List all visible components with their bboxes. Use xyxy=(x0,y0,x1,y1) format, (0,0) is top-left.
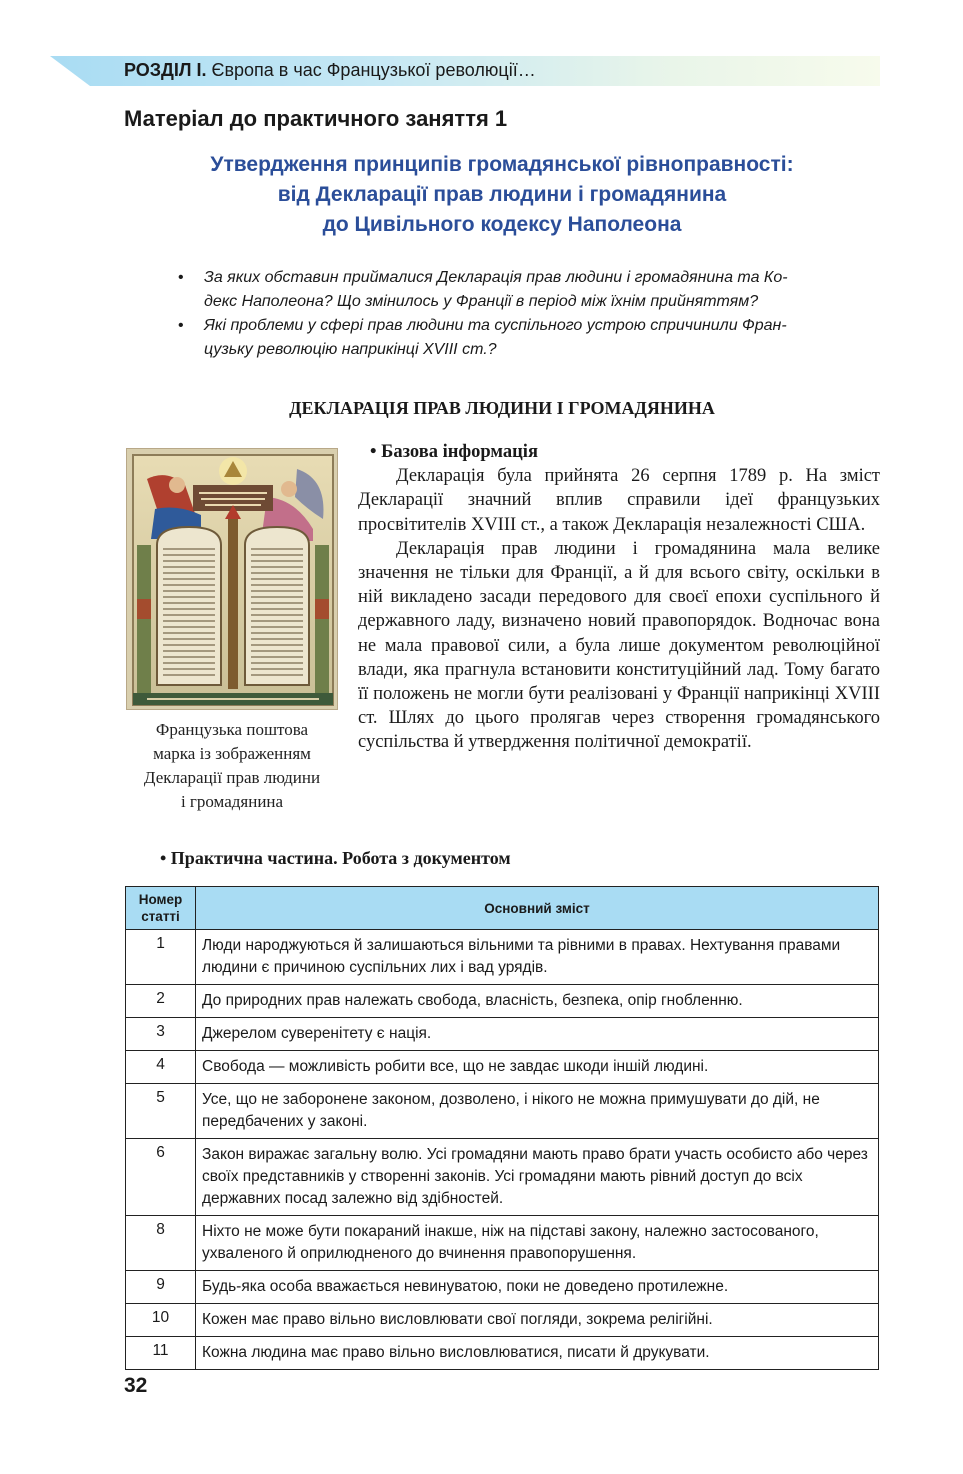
section-label: РОЗДІЛ І. xyxy=(124,60,207,80)
base-information-heading: • Базова інформація xyxy=(370,442,538,462)
article-number: 10 xyxy=(126,1304,196,1337)
table-row xyxy=(126,1304,879,1337)
base-information-section xyxy=(358,440,880,755)
article-content: Будь-яка особа вважається невинуватою, поки не доведено протилежне. xyxy=(196,1271,879,1304)
article-content: Кожна людина має право вільно висловлюватися, писати й друкувати. xyxy=(196,1337,879,1370)
caption-line: марка із зображенням xyxy=(153,744,311,763)
table-row xyxy=(126,1139,879,1216)
article-number: 9 xyxy=(126,1271,196,1304)
column-header-main-content: Основний зміст xyxy=(196,887,879,930)
question-item xyxy=(178,266,880,314)
bullet-icon: • xyxy=(178,317,184,334)
article-content: Кожен має право вільно висловлювати свої погляди, зокрема релігійні. xyxy=(196,1304,879,1337)
bullet-icon: • xyxy=(178,269,184,286)
material-title: Матеріал до практичного заняття 1 xyxy=(124,106,508,131)
question-line: Які проблеми у сфері прав людини та суспільного устрою спричинили Фран- xyxy=(204,317,787,334)
question-line: За яких обставин приймалися Декларація прав людини і громадянина та Ко- xyxy=(204,269,788,286)
topic-title-line-1: Утвердження принципів громадянської рівноправності: xyxy=(210,153,794,176)
article-content: Ніхто не може бути покараний інакше, ніж на підставі закону, належно застосованого, ухваленого й оприлюдненого до вчинення правопорушення. xyxy=(196,1216,879,1271)
topic-title xyxy=(124,150,880,240)
topic-title-line-2: від Декларації прав людини і громадянина xyxy=(277,183,727,206)
article-number: 1 xyxy=(126,930,196,985)
table-row xyxy=(126,1084,879,1139)
table-row xyxy=(126,1271,879,1304)
article-content: Закон виражає загальну волю. Усі громадяни мають право брати участь особисто або через своїх представників у створенні законів. Усі громадяни мають рівний доступ до всіх державних посад залежно від здібностей. xyxy=(196,1139,879,1216)
article-content: До природних прав належать свобода, власність, безпека, опір гнобленню. xyxy=(196,985,879,1018)
article-content: Усе, що не заборонене законом, дозволено, і нікого не можна примушувати до дій, не передбачених у законі. xyxy=(196,1084,879,1139)
table-row xyxy=(126,985,879,1018)
table-row xyxy=(126,1051,879,1084)
header-line: Номер xyxy=(138,892,183,907)
table-row xyxy=(126,1216,879,1271)
column-header-article-number xyxy=(126,887,196,930)
base-info-paragraph-2: Декларація прав людини і громадянина мала велике значення не тільки для Франції, а й для всього світу, оскільки в ній викладено засади передового для своєї епохи суспільного й державного ладу, визначено новий правопорядок. Водночас вона не мала правової сили, а була лише документом революційної влади, яка прагнула встановити конституційний лад. Тому багато її положень не могли бути реалізовані у Франції наприкінці XVIII ст. Шлях до цього пролягав через створення громадянського суспільства й утвердження політичної демократії. xyxy=(358,538,880,753)
stamp-caption xyxy=(124,718,340,814)
article-number: 2 xyxy=(126,985,196,1018)
article-number: 4 xyxy=(126,1051,196,1084)
section-header xyxy=(124,60,536,81)
declaration-heading: ДЕКЛАРАЦІЯ ПРАВ ЛЮДИНИ І ГРОМАДЯНИНА xyxy=(289,398,715,418)
article-number: 8 xyxy=(126,1216,196,1271)
article-number: 5 xyxy=(126,1084,196,1139)
guiding-questions xyxy=(178,266,880,362)
article-number: 6 xyxy=(126,1139,196,1216)
table-row xyxy=(126,930,879,985)
article-number: 11 xyxy=(126,1337,196,1370)
question-item xyxy=(178,314,880,362)
article-content: Люди народжуються й залишаються вільними та рівними в правах. Нехтування правами людини є причиною суспільних лих і вад урядів. xyxy=(196,930,879,985)
article-content: Свобода — можливість робити все, що не завдає шкоди іншій людині. xyxy=(196,1051,879,1084)
article-content: Джерелом суверенітету є нація. xyxy=(196,1018,879,1051)
caption-line: і громадянина xyxy=(180,792,284,811)
table-row xyxy=(126,1018,879,1051)
base-info-paragraph-1: Декларація була прийнята 26 серпня 1789 р. На зміст Декларації значний вплив справили ідеї французьких просвітителів XVIII ст., а також Декларація незалежності США. xyxy=(358,466,880,535)
page-number: 32 xyxy=(124,1374,148,1397)
topic-title-line-3: до Цивільного кодексу Наполеона xyxy=(322,213,682,236)
declaration-articles-table xyxy=(125,886,879,1370)
postage-stamp-image xyxy=(126,448,338,710)
practical-part-heading: • Практична частина. Робота з документом xyxy=(160,848,511,868)
section-header-title: Європа в час Французької революції… xyxy=(206,60,536,80)
caption-line: Французька поштова xyxy=(155,720,309,739)
table-row xyxy=(126,1337,879,1370)
header-line: статті xyxy=(141,909,180,924)
article-number: 3 xyxy=(126,1018,196,1051)
table-header-row xyxy=(126,887,879,930)
question-line: декс Наполеона? Що змінилось у Франції в період між їхнім прийняттям? xyxy=(204,293,759,310)
question-line: цузьку революцію наприкінці XVIII ст.? xyxy=(204,341,497,358)
stamp-illustration xyxy=(127,449,338,710)
caption-line: Декларації прав людини xyxy=(143,768,321,787)
